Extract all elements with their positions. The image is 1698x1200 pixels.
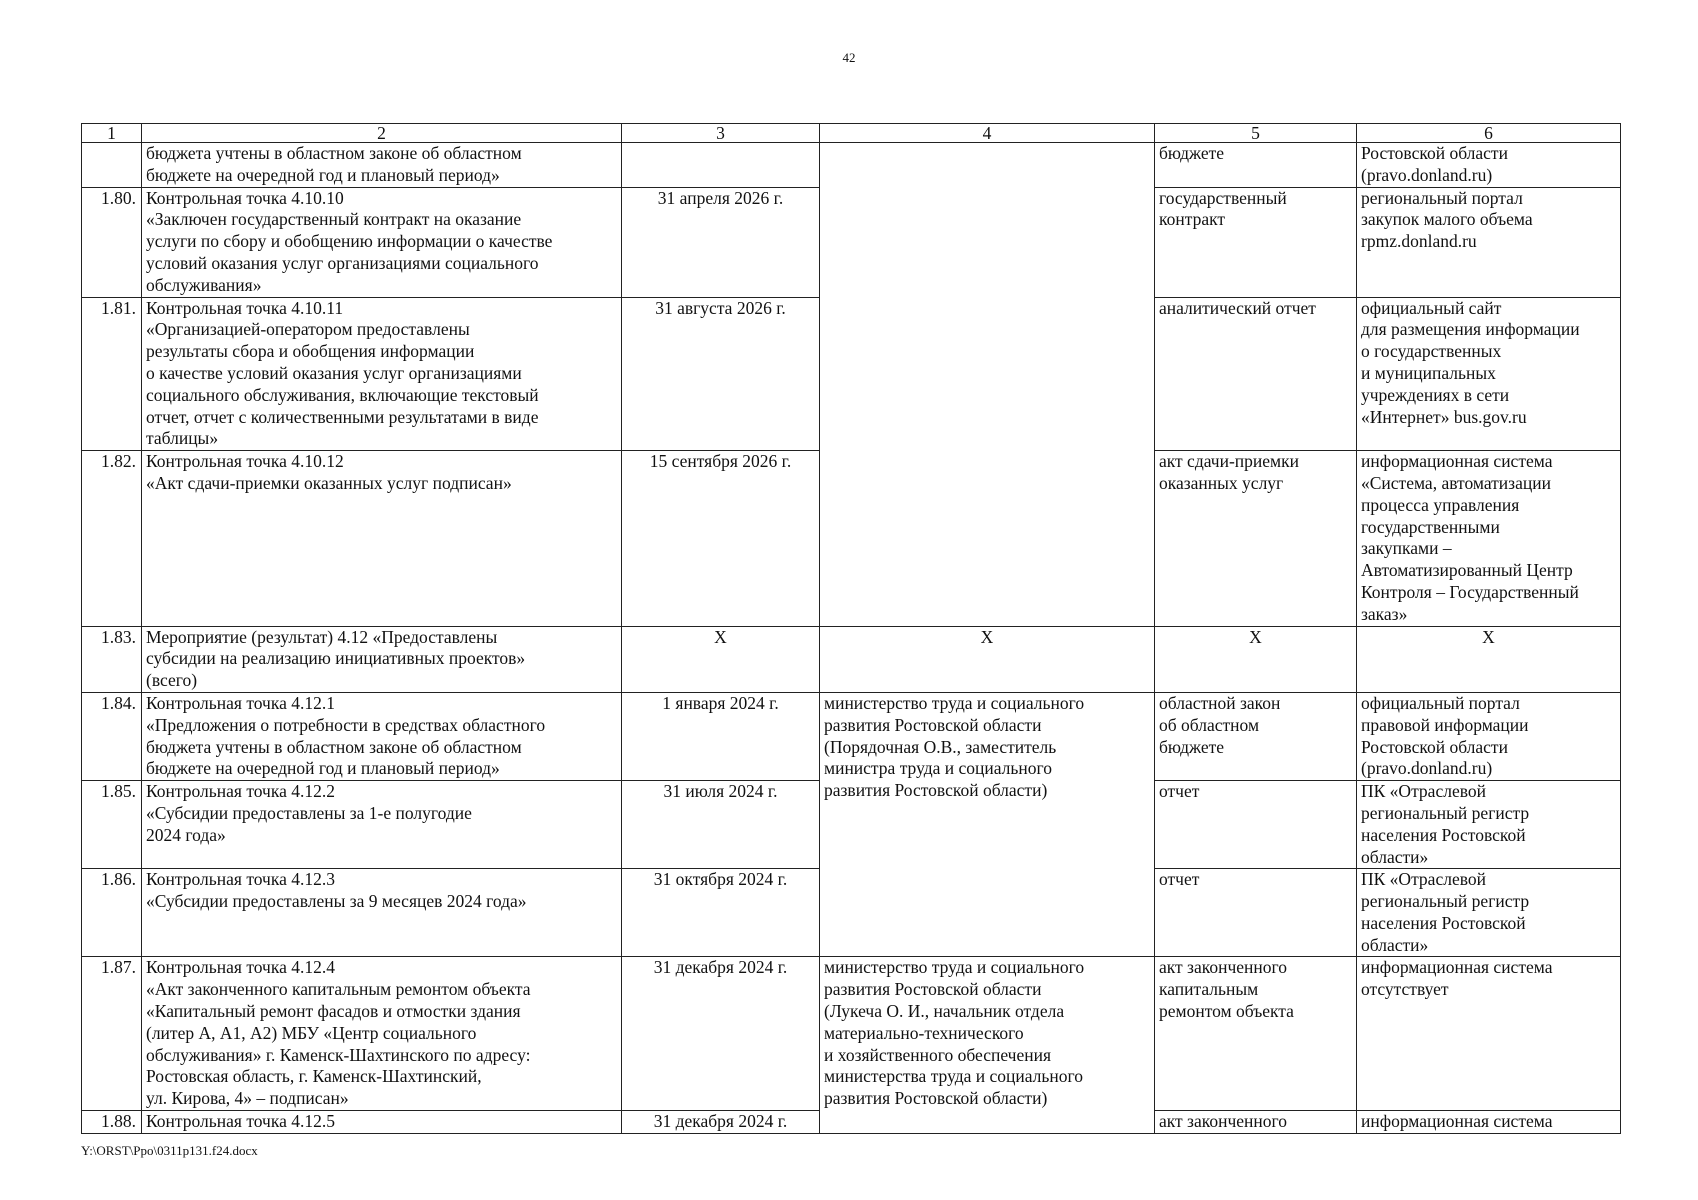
header-cell: 2 bbox=[142, 124, 622, 143]
row-number: 1.88. bbox=[82, 1111, 142, 1134]
table-row bbox=[82, 957, 1621, 1111]
file-path-footer: Y:\ORST\Ppo\0311p131.f24.docx bbox=[81, 1143, 258, 1158]
row-date: 31 июля 2024 г. bbox=[622, 781, 820, 869]
row-number: 1.83. bbox=[82, 626, 142, 692]
row-date: 15 сентября 2026 г. bbox=[622, 451, 820, 626]
row-info-source: ПК «Отраслевой региональный регистр населения Ростовской области» bbox=[1357, 781, 1621, 869]
row-document: отчет bbox=[1155, 869, 1357, 957]
row-document: отчет bbox=[1155, 781, 1357, 869]
row-document: государственный контракт bbox=[1155, 187, 1357, 297]
row-document: бюджете bbox=[1155, 143, 1357, 188]
page-number: 42 bbox=[842, 50, 856, 65]
row-document: аналитический отчет bbox=[1155, 297, 1357, 451]
row-info-source: информационная система отсутствует bbox=[1357, 957, 1621, 1111]
row-number: 1.84. bbox=[82, 692, 142, 780]
row-number: 1.82. bbox=[82, 451, 142, 626]
row-date bbox=[622, 143, 820, 188]
row-date: X bbox=[622, 626, 820, 692]
row-info-source: официальный сайт для размещения информации о государственных и муниципальных учреждениях в сети «Интернет» bus.gov.ru bbox=[1357, 297, 1621, 451]
row-document: акт сдачи-приемки оказанных услуг bbox=[1155, 451, 1357, 626]
row-info-source: X bbox=[1357, 626, 1621, 692]
row-title: Контрольная точка 4.12.4 «Акт законченного капитальным ремонтом объекта «Капитальный ремонт фасадов и отмостки здания (литер А, А1, А2) МБУ «Центр социального обслуживания» г. Каменск-Шахтинского по адресу: Ростовская область, г. Каменск-Шахтинский, ул. Кирова, 4» – подписан» bbox=[142, 957, 622, 1111]
row-info-source: Ростовской области (pravo.donland.ru) bbox=[1357, 143, 1621, 188]
row-date: 31 декабря 2024 г. bbox=[622, 1111, 820, 1134]
row-info-source: ПК «Отраслевой региональный регистр населения Ростовской области» bbox=[1357, 869, 1621, 957]
row-info-source: официальный портал правовой информации Ростовской области (pravo.donland.ru) bbox=[1357, 692, 1621, 780]
row-date: 31 апреля 2026 г. bbox=[622, 187, 820, 297]
row-title: Контрольная точка 4.12.5 bbox=[142, 1111, 622, 1134]
activity-plan-table bbox=[81, 123, 1621, 1134]
header-cell: 3 bbox=[622, 124, 820, 143]
row-document: акт законченного bbox=[1155, 1111, 1357, 1134]
row-title: бюджета учтены в областном законе об областном бюджете на очередной год и плановый период» bbox=[142, 143, 622, 188]
row-document: X bbox=[1155, 626, 1357, 692]
header-cell: 1 bbox=[82, 124, 142, 143]
row-info-source: информационная система «Система, автоматизации процесса управления государственными закупками – Автоматизированный Центр Контроля – Государственный заказ» bbox=[1357, 451, 1621, 626]
row-number: 1.80. bbox=[82, 187, 142, 297]
row-responsible: министерство труда и социального развития Ростовской области (Лукеча О. И., начальник отдела материально-технического и хозяйственного обеспечения министерства труда и социального развития Ростовской области) bbox=[820, 957, 1155, 1133]
table-row bbox=[82, 692, 1621, 780]
row-info-source: региональный портал закупок малого объема rpmz.donland.ru bbox=[1357, 187, 1621, 297]
row-number: 1.87. bbox=[82, 957, 142, 1111]
row-number bbox=[82, 143, 142, 188]
responsible-cell-empty bbox=[820, 143, 1155, 627]
row-number: 1.86. bbox=[82, 869, 142, 957]
row-date: 1 января 2024 г. bbox=[622, 692, 820, 780]
table-row bbox=[82, 626, 1621, 692]
row-date: 31 августа 2026 г. bbox=[622, 297, 820, 451]
row-number: 1.81. bbox=[82, 297, 142, 451]
row-title: Контрольная точка 4.12.1 «Предложения о потребности в средствах областного бюджета учтены в областном законе об областном бюджете на очередной год и плановый период» bbox=[142, 692, 622, 780]
row-date: 31 октября 2024 г. bbox=[622, 869, 820, 957]
row-responsible: министерство труда и социального развития Ростовской области (Порядочная О.В., заместитель министра труда и социального развития Ростовской области) bbox=[820, 692, 1155, 957]
row-document: акт законченного капитальным ремонтом объекта bbox=[1155, 957, 1357, 1111]
row-responsible: X bbox=[820, 626, 1155, 692]
column-number-header bbox=[82, 124, 1621, 143]
row-title: Контрольная точка 4.12.3 «Субсидии предоставлены за 9 месяцев 2024 года» bbox=[142, 869, 622, 957]
row-date: 31 декабря 2024 г. bbox=[622, 957, 820, 1111]
header-cell: 6 bbox=[1357, 124, 1621, 143]
row-number: 1.85. bbox=[82, 781, 142, 869]
row-title: Контрольная точка 4.10.12 «Акт сдачи-приемки оказанных услуг подписан» bbox=[142, 451, 622, 626]
row-title: Контрольная точка 4.10.11 «Организацией-оператором предоставлены результаты сбора и обобщения информации о качестве условий оказания услуг организациями социального обслуживания, включающие текстовый отчет, отчет с количественными результатами в виде таблицы» bbox=[142, 297, 622, 451]
row-document: областной закон об областном бюджете bbox=[1155, 692, 1357, 780]
row-title: Мероприятие (результат) 4.12 «Предоставлены субсидии на реализацию инициативных проектов» (всего) bbox=[142, 626, 622, 692]
row-info-source: информационная система bbox=[1357, 1111, 1621, 1134]
row-title: Контрольная точка 4.12.2 «Субсидии предоставлены за 1-е полугодие 2024 года» bbox=[142, 781, 622, 869]
header-cell: 5 bbox=[1155, 124, 1357, 143]
row-title: Контрольная точка 4.10.10 «Заключен государственный контракт на оказание услуги по сбору и обобщению информации о качестве условий оказания услуг организациями социального обслуживания» bbox=[142, 187, 622, 297]
header-cell: 4 bbox=[820, 124, 1155, 143]
table-row bbox=[82, 143, 1621, 188]
